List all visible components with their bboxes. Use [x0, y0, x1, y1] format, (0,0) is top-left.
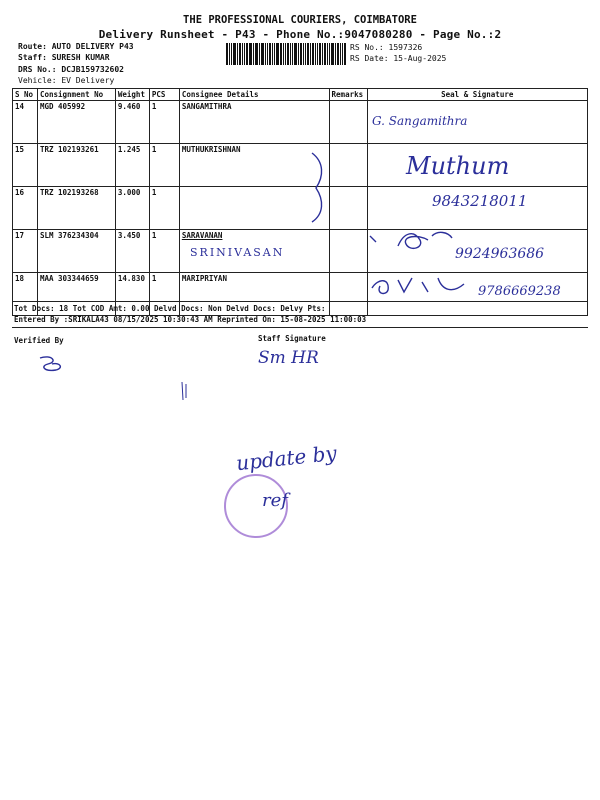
stamp-note: ref: [262, 490, 288, 511]
cell-pcs: 1: [149, 101, 179, 144]
verified-signature: [34, 352, 70, 374]
cell-weight: 9.460: [115, 101, 149, 144]
cell-weight: 1.245: [115, 144, 149, 187]
col-weight: Weight: [115, 89, 149, 101]
cell-consignee: SARAVANAN: [179, 230, 329, 273]
totals-line: Tot Docs: 18 Tot COD Amt: 0.00 Delvd Docs: Non Delvd Docs: Delvy Pts:: [14, 304, 326, 313]
cell-consignee: MARIPRIYAN: [179, 273, 329, 316]
cell-sno: 17: [13, 230, 38, 273]
vehicle-label: Vehicle: EV Delivery: [18, 76, 115, 85]
company-name: THE PROFESSIONAL COURIERS, COIMBATORE: [183, 14, 417, 26]
cell-consignment: MAA 303344659: [37, 273, 115, 316]
cell-weight: 14.830: [115, 273, 149, 316]
cell-consignment: TRZ 102193261: [37, 144, 115, 187]
col-pcs: PCS: [149, 89, 179, 101]
update-by-note: update by: [235, 440, 338, 476]
signature-row-14: G. Sangamithra: [372, 114, 468, 128]
rs-date: RS Date: 15-Aug-2025: [350, 54, 447, 63]
cell-consignee: SANGAMITHRA: [179, 101, 329, 144]
cell-sno: 14: [13, 101, 38, 144]
scribble-row-17: [362, 226, 462, 260]
cell-sno: 16: [13, 187, 38, 230]
cell-remarks: [329, 144, 367, 187]
staff-signature-label: Staff Signature: [258, 334, 326, 343]
entered-by-line: Entered By :SRIKALA43 08/15/2025 10:30:43 AM Reprinted On: 15-08-2025 11:00:03: [14, 315, 367, 324]
cell-sno: 15: [13, 144, 38, 187]
signature-row-18-phone: 9786669238: [478, 284, 561, 299]
cell-pcs: 1: [149, 273, 179, 316]
signature-row-15: Muthum: [406, 152, 510, 180]
cell-sno: 18: [13, 273, 38, 316]
cell-consignee: MUTHUKRISHNAN: [179, 144, 329, 187]
cell-pcs: 1: [149, 230, 179, 273]
barcode-image: [226, 43, 346, 65]
pen-mark: [178, 380, 190, 404]
handwritten-consignee: SRINIVASAN: [190, 246, 285, 259]
table-row: [13, 101, 588, 144]
cell-consignment: MGD 405992: [37, 101, 115, 144]
signature-row-17-phone: 9924963686: [455, 246, 545, 262]
col-sno: S No: [13, 89, 38, 101]
col-remarks: Remarks: [329, 89, 367, 101]
cell-weight: 3.450: [115, 230, 149, 273]
cell-weight: 3.000: [115, 187, 149, 230]
col-consignee: Consignee Details: [179, 89, 329, 101]
table-header-row: [13, 89, 588, 101]
rs-number: RS No.: 1597326: [350, 43, 423, 52]
bracket-mark: [300, 150, 330, 225]
col-seal-signature: Seal & Signature: [367, 89, 587, 101]
scribble-row-18: [368, 270, 478, 300]
cell-consignment: TRZ 102193268: [37, 187, 115, 230]
cell-consignment: SLM 376234304: [37, 230, 115, 273]
signature-row-16-phone: 9843218011: [432, 192, 528, 210]
staff-label: Staff: SURESH KUMAR: [18, 53, 110, 62]
verified-by-label: Verified By: [14, 336, 64, 345]
col-consignment: Consignment No: [37, 89, 115, 101]
staff-signature: Sm HR: [258, 348, 319, 368]
cell-remarks: [329, 273, 367, 316]
cell-remarks: [329, 101, 367, 144]
cell-pcs: 1: [149, 187, 179, 230]
drs-number: DRS No.: DCJB159732602: [18, 65, 124, 74]
route-label: Route: AUTO DELIVERY P43: [18, 42, 134, 51]
cell-pcs: 1: [149, 144, 179, 187]
runsheet-title: Delivery Runsheet - P43 - Phone No.:9047080280 - Page No.:2: [98, 28, 502, 41]
cell-remarks: [329, 187, 367, 230]
